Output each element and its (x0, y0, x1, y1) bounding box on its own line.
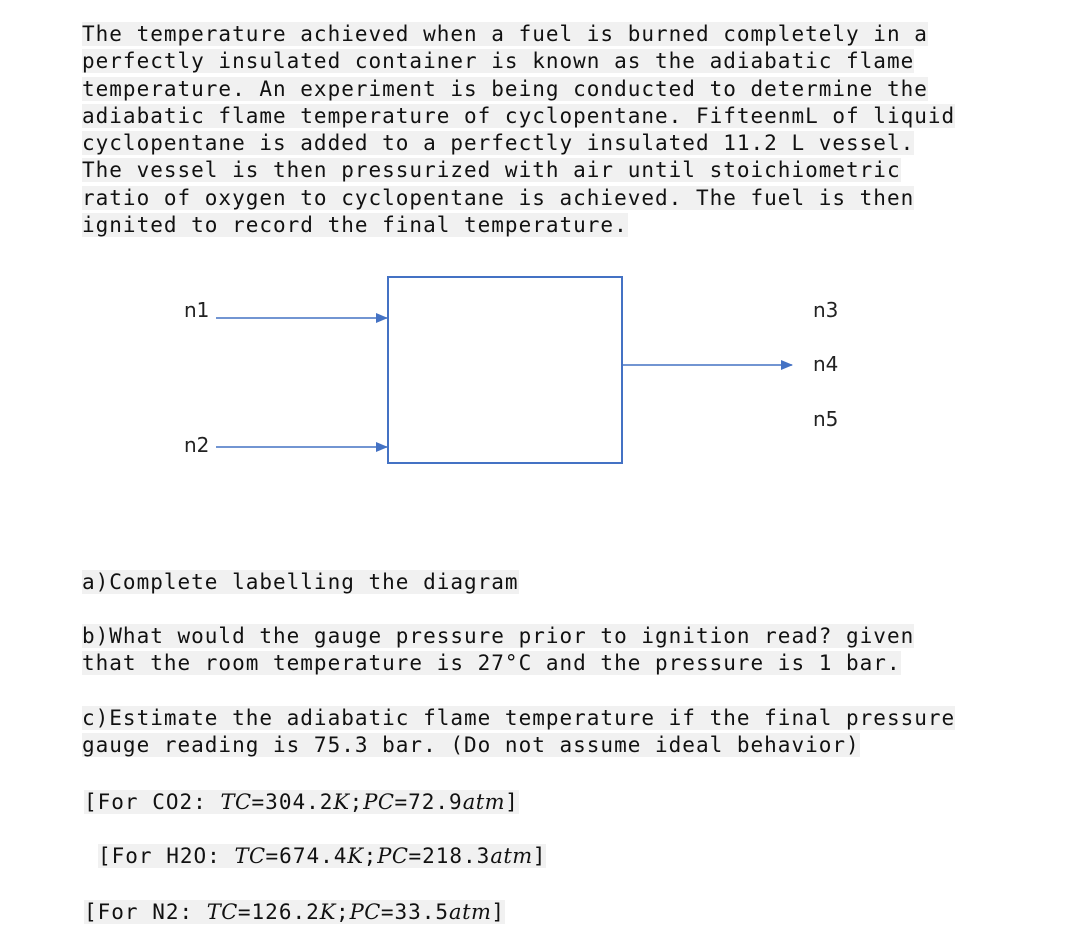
constant-suffix: ] (532, 844, 547, 868)
question-c-line: c)Estimate the adiabatic flame temperature if the final pressure (82, 706, 956, 730)
tc-unit: K (319, 900, 336, 924)
tc-symbol: TC (234, 844, 266, 868)
tc-unit: K (333, 790, 350, 814)
stream-label-n3: n3 (813, 298, 839, 322)
pc-symbol: PC (377, 844, 409, 868)
question-b-line: b)What would the gauge pressure prior to ignition read? given (82, 624, 915, 648)
constant-prefix: [For CO2: (84, 790, 221, 814)
tc-unit: K (347, 844, 364, 868)
constant-prefix: [For N2: (84, 900, 207, 924)
intro-line: ignited to record the final temperature. (82, 213, 628, 238)
tc-value: 674.4 (279, 844, 348, 868)
tc-symbol: TC (220, 790, 252, 814)
intro-line: temperature. An experiment is being conducted to determine the (82, 76, 928, 101)
question-b-line: that the room temperature is 27°C and the pressure is 1 bar. (82, 651, 901, 676)
stream-label-n1: n1 (184, 298, 210, 322)
constant-suffix: ] (505, 790, 519, 814)
stream-label-n4: n4 (813, 352, 839, 376)
pc-unit: atm (490, 844, 533, 868)
process-vessel-box (388, 277, 622, 463)
constant-prefix: [For H2O: (98, 844, 235, 868)
pc-symbol: PC (349, 900, 381, 924)
intro-line: perfectly insulated container is known as the adiabatic flame (82, 49, 915, 74)
stream-label-n5: n5 (813, 407, 839, 431)
pc-symbol: PC (363, 790, 395, 814)
pc-unit: atm (462, 790, 506, 814)
question-a (82, 569, 1042, 596)
constant-suffix: ] (491, 900, 506, 924)
intro-line: The temperature achieved when a fuel is burned completely in a (82, 22, 928, 46)
tc-value: 126.2 (251, 900, 320, 924)
critical-constants-co2: [For CO2: TC=304.2K;PC=72.9atm] (84, 790, 519, 814)
pc-value: 72.9 (408, 790, 463, 814)
pc-value: 33.5 (394, 900, 450, 924)
tc-value: 304.2 (265, 790, 334, 814)
critical-constants-h2o: [For H2O: TC=674.4K;PC=218.3atm] (98, 844, 547, 868)
intro-line: cyclopentane is added to a perfectly insulated 11.2 L vessel. (82, 131, 915, 156)
question-a-line: a)Complete labelling the diagram (82, 570, 519, 594)
critical-constants-n2: [For N2: TC=126.2K;PC=33.5atm] (84, 900, 506, 924)
intro-line: ratio of oxygen to cyclopentane is achieved. The fuel is then (82, 185, 915, 210)
question-c (82, 705, 1042, 760)
question-c-line: gauge reading is 75.3 bar. (Do not assume ideal behavior) (82, 733, 860, 758)
pc-unit: atm (449, 900, 492, 924)
pc-value: 218.3 (422, 844, 491, 868)
stream-label-n2: n2 (184, 433, 210, 457)
question-b (82, 623, 1042, 678)
intro-line: adiabatic flame temperature of cyclopentane. FifteenmL of liquid (82, 103, 956, 128)
tc-symbol: TC (206, 900, 238, 924)
intro-line: The vessel is then pressurized with air until stoichiometric (82, 158, 901, 183)
